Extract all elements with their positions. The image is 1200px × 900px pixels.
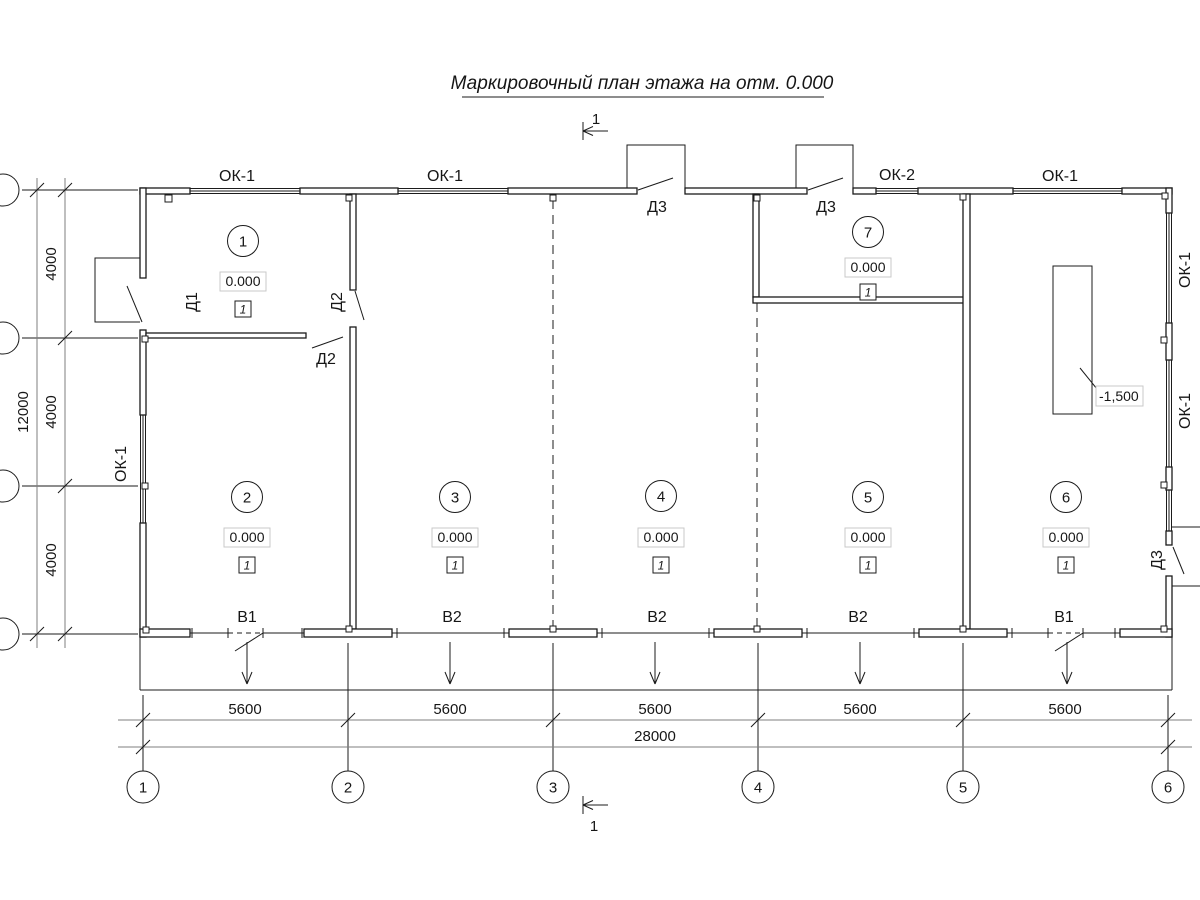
room-number: 5	[863, 489, 873, 507]
axis-bubble-3: 3	[548, 779, 558, 797]
gate-label-4: В2	[848, 609, 868, 626]
room-type: 1	[1062, 558, 1070, 573]
exterior-wall-right	[1166, 188, 1172, 637]
room-type: 1	[239, 302, 247, 317]
window-label-top-3: ОК-2	[879, 167, 915, 184]
room-mark-5	[845, 482, 891, 574]
room-elevation: 0.000	[850, 529, 886, 545]
drawing-title: Маркировочный план этажа на отм. 0.000	[450, 73, 834, 94]
room-mark-7	[845, 217, 891, 301]
axis-bubble-4: 4	[753, 779, 763, 797]
section-mark-top	[583, 111, 608, 140]
window-label-top-2: ОК-1	[427, 168, 463, 185]
dim-total: 28000	[634, 728, 676, 745]
door-swings	[127, 178, 1184, 574]
room-elevation: 0.000	[225, 273, 261, 289]
window-label-left: ОК-1	[113, 446, 130, 482]
bottom-wall	[140, 628, 1172, 651]
room-type: 1	[451, 558, 459, 573]
window-label-top-4: ОК-1	[1042, 168, 1078, 185]
dim-bay-5: 5600	[1048, 701, 1082, 718]
window-label-right-1: ОК-1	[1177, 252, 1194, 288]
axis-bubble-1: 1	[138, 779, 148, 797]
dimensions-left	[15, 178, 138, 648]
room-number: 6	[1061, 489, 1071, 507]
room-mark-2	[224, 482, 270, 574]
room-elevation: 0.000	[229, 529, 265, 545]
room-type: 1	[657, 558, 665, 573]
section-mark-bottom	[583, 796, 608, 835]
gate-label-1: В1	[237, 609, 257, 626]
door-label-d3-side: Д3	[1149, 550, 1166, 570]
gate-label-5: В1	[1054, 609, 1074, 626]
room-type: 1	[243, 558, 251, 573]
room-mark-1	[220, 226, 266, 318]
gate-labels	[237, 609, 1074, 626]
dim-bay-1: 5600	[228, 701, 262, 718]
pit	[1053, 266, 1143, 414]
room-type: 1	[864, 285, 872, 300]
room-number: 3	[450, 489, 460, 507]
room-mark-3	[432, 482, 478, 574]
door-label-d3-right: Д3	[816, 199, 836, 216]
dim-left-bay-3: 4000	[43, 543, 60, 577]
window-label-right-2: ОК-1	[1177, 393, 1194, 429]
room-mark-4	[638, 481, 684, 574]
dim-left-total: 12000	[15, 391, 32, 433]
axis-bubble-2: 2	[343, 779, 353, 797]
pit-outline	[1053, 266, 1092, 414]
dim-bay-2: 5600	[433, 701, 467, 718]
room-number: 1	[238, 233, 248, 251]
gate-arrows	[242, 642, 1072, 684]
axis-bubble-6: 6	[1163, 779, 1173, 797]
room-number: 2	[242, 489, 252, 507]
room-elevation: 0.000	[850, 259, 886, 275]
axis-bubble-5: 5	[958, 779, 968, 797]
dim-bay-4: 5600	[843, 701, 877, 718]
pit-elevation-label: -1,500	[1099, 388, 1139, 404]
axis-bubbles-bottom	[127, 771, 1184, 803]
door-labels	[184, 199, 1166, 570]
room-mark-6	[1043, 482, 1089, 574]
gate-label-2: В2	[442, 609, 462, 626]
section-mark-top-label: 1	[591, 111, 601, 128]
room-elevation: 0.000	[437, 529, 473, 545]
door-label-d2-upper: Д2	[329, 292, 346, 312]
room-number: 7	[863, 224, 873, 242]
dim-bay-3: 5600	[638, 701, 672, 718]
door-label-d2-lower: Д2	[316, 351, 336, 368]
gate-label-3: В2	[647, 609, 667, 626]
section-mark-bottom-label: 1	[589, 818, 599, 835]
room-type: 1	[864, 558, 872, 573]
room-number: 4	[656, 488, 666, 506]
dim-left-bay-1: 4000	[43, 247, 60, 281]
room-elevation: 0.000	[1048, 529, 1084, 545]
dim-left-bay-2: 4000	[43, 395, 60, 429]
exterior-wall-left	[140, 188, 146, 637]
room-elevation: 0.000	[643, 529, 679, 545]
door-label-d3-left: Д3	[647, 199, 667, 216]
window-label-top-1: ОК-1	[219, 168, 255, 185]
door-label-d1: Д1	[184, 292, 201, 312]
